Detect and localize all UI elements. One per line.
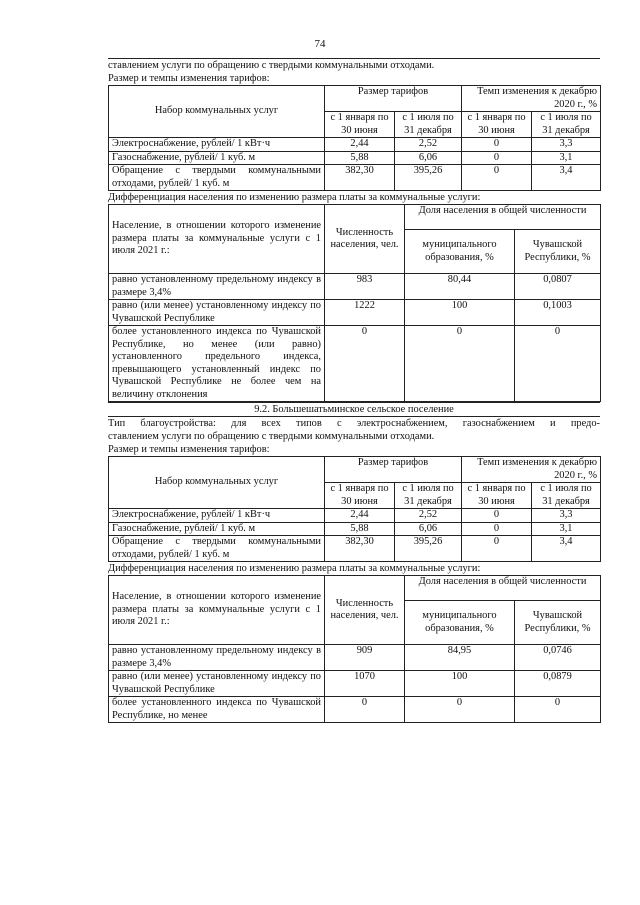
header-size: Размер тарифов xyxy=(325,457,462,483)
intro-line: ставлением услуги по обращению с твердыми коммунальными отходами. xyxy=(108,58,600,72)
table-row xyxy=(109,151,601,165)
cell-count: 0 xyxy=(325,326,405,402)
cell-republic: 0 xyxy=(515,697,601,723)
sub-header: с 1 января по 30 июня xyxy=(462,483,532,509)
cell-republic: 0,0746 xyxy=(515,645,601,671)
table-row xyxy=(109,522,601,536)
cell-count: 1070 xyxy=(325,671,405,697)
cell-municipal: 0 xyxy=(405,697,515,723)
cell-value: 3,3 xyxy=(532,138,601,152)
cell-value: 3,4 xyxy=(532,165,601,191)
header-services: Набор коммунальных услуг xyxy=(109,457,325,509)
service-name: Обращение с твердыми коммунальными отходами, рублей/ 1 куб. м xyxy=(109,165,325,191)
sub-header: с 1 июля по 31 декабря xyxy=(395,483,462,509)
cell-value: 5,88 xyxy=(325,522,395,536)
service-name: Электроснабжение, рублей/ 1 кВт·ч xyxy=(109,138,325,152)
intro-line: Размер и темпы изменения тарифов: xyxy=(108,73,270,84)
table-row xyxy=(109,165,601,191)
document-body xyxy=(108,58,600,723)
cell-value: 0 xyxy=(462,138,532,152)
cell-value: 395,26 xyxy=(395,165,462,191)
cell-value: 2,44 xyxy=(325,138,395,152)
tariff-table xyxy=(108,85,601,191)
cell-value: 2,44 xyxy=(325,509,395,523)
service-name: Газоснабжение, рублей/ 1 куб. м xyxy=(109,151,325,165)
header-count: Численность населения, чел. xyxy=(325,576,405,645)
header-municipal: муниципального образования, % xyxy=(405,601,515,645)
row-label: более установленного индекса по Чувашской Республике, но менее (или равно) установленного предельного индекса, превышающего установленный индекс по Чувашской Республике не более чем на величину отклонения xyxy=(109,326,325,402)
header-services: Набор коммунальных услуг xyxy=(109,86,325,138)
cell-value: 382,30 xyxy=(325,536,395,562)
header-population: Население, в отношении которого изменение размера платы за коммунальные услуги с 1 июля 2021 г.: xyxy=(109,576,325,645)
cell-municipal: 84,95 xyxy=(405,645,515,671)
cell-value: 0 xyxy=(462,509,532,523)
table-row xyxy=(109,697,601,723)
cell-republic: 0,0807 xyxy=(515,274,601,300)
cell-value: 6,06 xyxy=(395,151,462,165)
section-heading: 9.2. Большешатьминское сельское поселение xyxy=(108,402,600,417)
differentiation-table xyxy=(108,204,601,402)
cell-count: 0 xyxy=(325,697,405,723)
row-label: равно установленному предельному индексу в размере 3,4% xyxy=(109,274,325,300)
header-rate: Темп изменения к декабрю 2020 г., % xyxy=(462,86,601,112)
table-row xyxy=(109,326,601,402)
cell-value: 6,06 xyxy=(395,522,462,536)
table-row xyxy=(109,274,601,300)
intro-line: Тип благоустройства: для всех типов с электроснабжением, газоснабжением и предо- xyxy=(108,418,600,429)
cell-municipal: 100 xyxy=(405,300,515,326)
page-number: 74 xyxy=(314,38,326,50)
sub-header: с 1 января по 30 июня xyxy=(325,483,395,509)
intro-line: ставлением услуги по обращению с твердыми коммунальными отходами. xyxy=(108,431,435,442)
cell-value: 395,26 xyxy=(395,536,462,562)
table-row xyxy=(109,138,601,152)
header-size: Размер тарифов xyxy=(325,86,462,112)
service-name: Электроснабжение, рублей/ 1 кВт·ч xyxy=(109,509,325,523)
cell-value: 2,52 xyxy=(395,138,462,152)
tariff-table xyxy=(108,456,601,562)
table-row xyxy=(109,671,601,697)
cell-republic: 0,1003 xyxy=(515,300,601,326)
cell-value: 2,52 xyxy=(395,509,462,523)
cell-value: 0 xyxy=(462,165,532,191)
cell-value: 3,4 xyxy=(532,536,601,562)
header-rate: Темп изменения к декабрю 2020 г., % xyxy=(462,457,601,483)
diff-title: Дифференциация населения по изменению размера платы за коммунальные услуги: xyxy=(108,563,481,574)
header-share: Доля населения в общей численности xyxy=(405,576,601,601)
cell-value: 0 xyxy=(462,522,532,536)
service-name: Обращение с твердыми коммунальными отходами, рублей/ 1 куб. м xyxy=(109,536,325,562)
sub-header: с 1 января по 30 июня xyxy=(462,112,532,138)
cell-count: 983 xyxy=(325,274,405,300)
row-label: равно установленному предельному индексу в размере 3,4% xyxy=(109,645,325,671)
intro-line: Размер и темпы изменения тарифов: xyxy=(108,444,270,455)
header-count: Численность населения, чел. xyxy=(325,205,405,274)
cell-value: 3,1 xyxy=(532,151,601,165)
table-row xyxy=(109,536,601,562)
cell-republic: 0 xyxy=(515,326,601,402)
header-municipal: муниципального образования, % xyxy=(405,230,515,274)
cell-value: 382,30 xyxy=(325,165,395,191)
cell-municipal: 0 xyxy=(405,326,515,402)
cell-republic: 0,0879 xyxy=(515,671,601,697)
cell-value: 0 xyxy=(462,536,532,562)
cell-municipal: 80,44 xyxy=(405,274,515,300)
cell-value: 5,88 xyxy=(325,151,395,165)
sub-header: с 1 января по 30 июня xyxy=(325,112,395,138)
header-republic: Чувашской Республики, % xyxy=(515,601,601,645)
cell-count: 1222 xyxy=(325,300,405,326)
table-row xyxy=(109,300,601,326)
service-name: Газоснабжение, рублей/ 1 куб. м xyxy=(109,522,325,536)
table-row xyxy=(109,645,601,671)
row-label: более установленного индекса по Чувашской Республике, но менее xyxy=(109,697,325,723)
header-republic: Чувашской Республики, % xyxy=(515,230,601,274)
diff-title: Дифференциация населения по изменению размера платы за коммунальные услуги: xyxy=(108,192,481,203)
cell-value: 0 xyxy=(462,151,532,165)
cell-count: 909 xyxy=(325,645,405,671)
sub-header: с 1 июля по 31 декабря xyxy=(532,483,601,509)
table-row xyxy=(109,509,601,523)
cell-value: 3,1 xyxy=(532,522,601,536)
header-share: Доля населения в общей численности xyxy=(405,205,601,230)
sub-header: с 1 июля по 31 декабря xyxy=(395,112,462,138)
cell-value: 3,3 xyxy=(532,509,601,523)
differentiation-table xyxy=(108,575,601,723)
cell-municipal: 100 xyxy=(405,671,515,697)
sub-header: с 1 июля по 31 декабря xyxy=(532,112,601,138)
header-population: Население, в отношении которого изменение размера платы за коммунальные услуги с 1 июля 2021 г.: xyxy=(109,205,325,274)
row-label: равно (или менее) установленному индексу по Чувашской Республике xyxy=(109,671,325,697)
row-label: равно (или менее) установленному индексу по Чувашской Республике xyxy=(109,300,325,326)
